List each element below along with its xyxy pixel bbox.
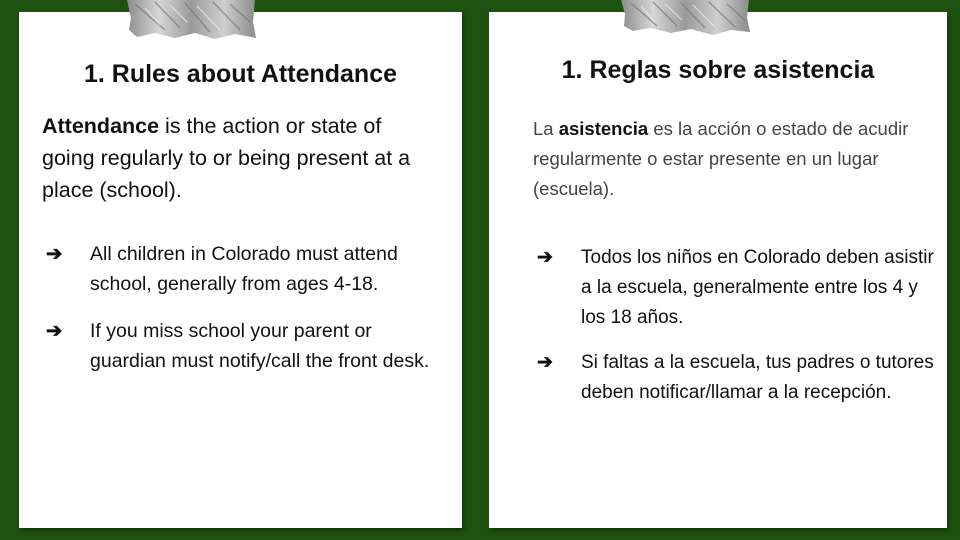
card-title-spanish: 1. Reglas sobre asistencia bbox=[561, 56, 875, 84]
bullet-text: Si faltas a la escuela, tus padres o tutores deben notificar/llamar a la recepción. bbox=[581, 352, 934, 403]
bullet-list-english bbox=[42, 239, 442, 393]
arrow-right-icon: ➔ bbox=[537, 247, 553, 268]
definition-prefix: La bbox=[533, 118, 559, 139]
bullet-list-spanish bbox=[533, 243, 943, 423]
arrow-right-icon: ➔ bbox=[537, 352, 553, 373]
spanish-card bbox=[489, 12, 947, 528]
list-item bbox=[42, 239, 442, 299]
bullet-text: If you miss school your parent or guardian must notify/call the front desk. bbox=[90, 320, 430, 372]
tape-strip-icon bbox=[619, 0, 751, 40]
card-title-english: 1. Rules about Attendance bbox=[83, 60, 397, 88]
tape-strip-icon bbox=[125, 0, 257, 40]
list-item bbox=[42, 316, 442, 376]
definition-text: is the action or state of going regularly to or being present at a place (school). bbox=[42, 114, 411, 202]
definition-term: asistencia bbox=[558, 118, 649, 139]
definition-spanish bbox=[533, 114, 923, 204]
bullet-text: Todos los niños en Colorado deben asistir a la escuela, generalmente entre los 4 y los 18 años. bbox=[581, 247, 934, 328]
arrow-right-icon: ➔ bbox=[46, 320, 63, 342]
list-item bbox=[533, 243, 943, 333]
bullet-text: All children in Colorado must attend school, generally from ages 4-18. bbox=[90, 243, 398, 295]
definition-text: es la acción o estado de acudir regularmente o estar presente en un lugar (escuela). bbox=[533, 118, 909, 199]
arrow-right-icon: ➔ bbox=[46, 243, 63, 265]
english-card bbox=[19, 12, 462, 528]
definition-term: Attendance bbox=[42, 114, 160, 138]
list-item bbox=[533, 348, 943, 408]
definition-english bbox=[42, 110, 437, 206]
